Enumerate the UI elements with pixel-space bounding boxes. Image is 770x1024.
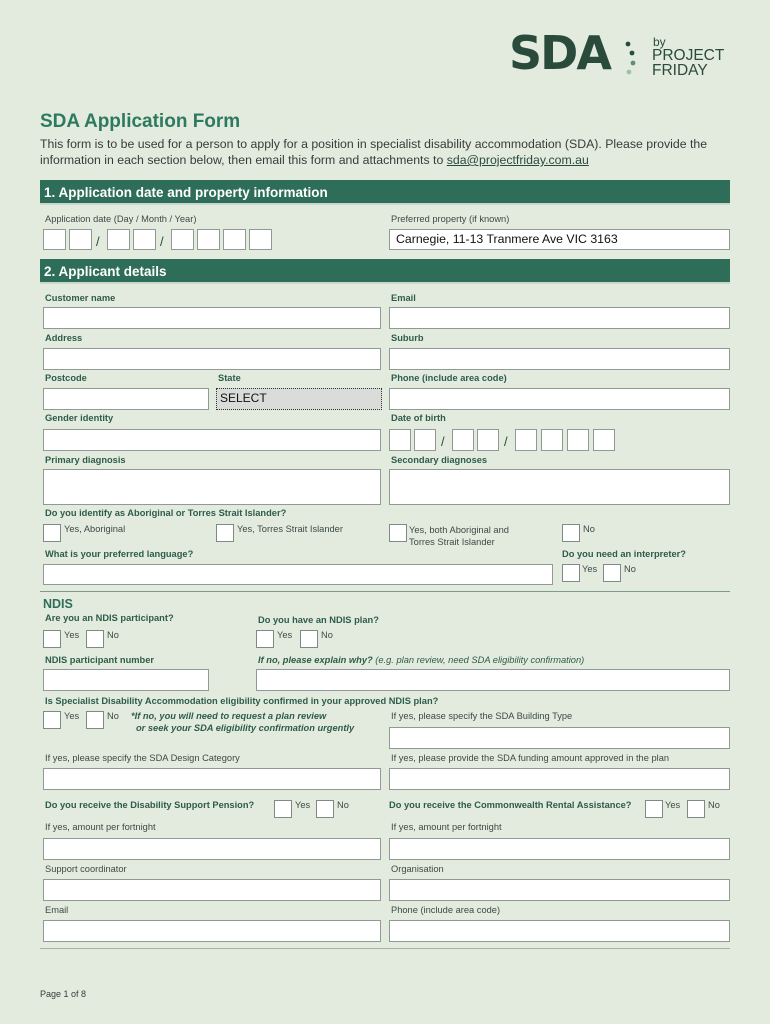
state-select[interactable]: SELECT — [216, 388, 382, 410]
ndis-participant-yes-label: Yes — [64, 630, 80, 640]
page-number: Page 1 of 8 — [40, 989, 87, 999]
email-label: Email — [391, 293, 416, 303]
both-option-line-1: Yes, both Aboriginal and — [409, 525, 509, 535]
dob-year-digit-2[interactable] — [541, 429, 563, 451]
not-indigenous-checkbox[interactable] — [562, 524, 580, 542]
date-month-digit-2[interactable] — [133, 229, 156, 250]
logo-by: by — [653, 35, 666, 49]
date-day-digit-1[interactable] — [43, 229, 66, 250]
ndis-explain-lead: If no, please explain why? — [258, 655, 373, 665]
language-question: What is your preferred language? — [45, 549, 194, 559]
ndis-participant-no-checkbox[interactable] — [86, 630, 104, 648]
dsp-no-label: No — [337, 800, 349, 810]
funding-amount-field[interactable] — [389, 768, 730, 790]
cra-question: Do you receive the Commonwealth Rental Assistance? — [389, 800, 632, 810]
ndis-participant-question: Are you an NDIS participant? — [45, 613, 174, 623]
cra-amount-label: If yes, amount per fortnight — [391, 822, 502, 832]
dob-month-digit-1[interactable] — [452, 429, 474, 451]
primary-diagnosis-field[interactable] — [43, 469, 381, 505]
sda-eligibility-note-line-2: or seek your SDA eligibility confirmation urgently — [136, 722, 355, 733]
design-category-label: If yes, please specify the SDA Design Category — [45, 753, 240, 763]
interpreter-yes-checkbox[interactable] — [562, 564, 580, 582]
sda-eligibility-no-label: No — [107, 711, 119, 721]
aboriginal-option-label: Yes, Aboriginal — [64, 524, 126, 534]
dob-slash: / — [441, 434, 445, 449]
ndis-explain-example: (e.g. plan review, need SDA eligibility confirmation) — [372, 655, 585, 665]
suburb-field[interactable] — [389, 348, 730, 370]
primary-diagnosis-label: Primary diagnosis — [45, 455, 126, 465]
ndis-participant-yes-checkbox[interactable] — [43, 630, 61, 648]
aboriginal-checkbox[interactable] — [43, 524, 61, 542]
dob-month-digit-2[interactable] — [477, 429, 499, 451]
ndis-participant-no-label: No — [107, 630, 119, 640]
sda-eligibility-yes-label: Yes — [64, 711, 80, 721]
phone-label: Phone (include area code) — [391, 373, 507, 383]
application-date-label: Application date (Day / Month / Year) — [45, 214, 197, 224]
logo-project-friday — [652, 48, 724, 78]
coordinator-phone-label: Phone (include area code) — [391, 905, 501, 915]
dob-label: Date of birth — [391, 413, 446, 423]
cra-yes-label: Yes — [665, 800, 681, 810]
interpreter-yes-label: Yes — [582, 564, 598, 574]
design-category-field[interactable] — [43, 768, 381, 790]
address-field[interactable] — [43, 348, 381, 370]
date-year-digit-3[interactable] — [223, 229, 246, 250]
postcode-label: Postcode — [45, 373, 87, 383]
sda-eligibility-note-line-1: *If no, you will need to request a plan review — [131, 711, 327, 721]
logo-line-2: FRIDAY — [652, 62, 708, 79]
funding-amount-label: If yes, please provide the SDA funding amount approved in the plan — [391, 753, 670, 763]
dob-day-digit-2[interactable] — [414, 429, 436, 451]
email-field[interactable] — [389, 307, 730, 329]
state-label: State — [218, 373, 241, 383]
interpreter-no-label: No — [624, 564, 636, 574]
date-slash: / — [96, 234, 100, 249]
bottom-divider — [40, 948, 730, 949]
secondary-diagnoses-label: Secondary diagnoses — [391, 455, 488, 465]
organisation-field[interactable] — [389, 879, 730, 901]
postcode-field[interactable] — [43, 388, 209, 410]
interpreter-no-checkbox[interactable] — [603, 564, 621, 582]
preferred-property-field[interactable]: Carnegie, 11-13 Tranmere Ave VIC 3163 — [389, 229, 730, 250]
interpreter-question: Do you need an interpreter? — [562, 549, 686, 559]
suburb-label: Suburb — [391, 333, 424, 343]
dsp-amount-label: If yes, amount per fortnight — [45, 822, 156, 832]
both-checkbox[interactable] — [389, 524, 407, 542]
both-option-label — [409, 524, 509, 548]
section-divider — [40, 591, 730, 592]
ndis-number-label: NDIS participant number — [45, 655, 154, 665]
ndis-plan-question: Do you have an NDIS plan? — [258, 615, 379, 625]
contact-email-link[interactable]: sda@projectfriday.com.au — [446, 153, 589, 167]
phone-field[interactable] — [389, 388, 730, 410]
not-indigenous-option-label: No — [583, 524, 595, 534]
sda-eligibility-question: Is Specialist Disability Accommodation eligibility confirmed in your approved NDIS plan? — [45, 696, 439, 706]
coordinator-email-label: Email — [45, 905, 69, 915]
ndis-explain-label — [258, 655, 584, 665]
sda-eligibility-note — [131, 711, 354, 734]
date-year-digit-4[interactable] — [249, 229, 272, 250]
intro-text — [40, 136, 730, 168]
both-option-line-2: Torres Strait Islander — [409, 537, 495, 547]
sda-eligibility-yes-checkbox[interactable] — [43, 711, 61, 729]
ndis-heading: NDIS — [43, 597, 73, 611]
coordinator-phone-field[interactable] — [389, 920, 730, 942]
date-year-digit-2[interactable] — [197, 229, 220, 250]
dsp-yes-checkbox[interactable] — [274, 800, 292, 818]
ndis-plan-no-checkbox[interactable] — [300, 630, 318, 648]
language-field[interactable] — [43, 564, 553, 585]
date-year-digit-1[interactable] — [171, 229, 194, 250]
intro-body: This form is to be used for a person to apply for a position in specialist disability accommodation (SDA). Please provide the information in each section below, then email this form and attachments to — [40, 137, 708, 167]
dsp-yes-label: Yes — [295, 800, 311, 810]
secondary-diagnoses-field[interactable] — [389, 469, 730, 505]
dob-year-digit-3[interactable] — [567, 429, 589, 451]
section-2-header: 2. Applicant details — [40, 259, 730, 284]
coordinator-email-field[interactable] — [43, 920, 381, 942]
section-1-header: 1. Application date and property information — [40, 180, 730, 205]
page-title: SDA Application Form — [40, 111, 241, 132]
ndis-plan-yes-label: Yes — [277, 630, 293, 640]
dob-slash: / — [504, 434, 508, 449]
ndis-explain-field[interactable] — [256, 669, 730, 691]
cra-no-label: No — [708, 800, 720, 810]
ndis-plan-no-label: No — [321, 630, 333, 640]
logo-line-1: PROJECT — [652, 47, 725, 64]
date-month-digit-1[interactable] — [107, 229, 130, 250]
dob-day-digit-1[interactable] — [389, 429, 411, 451]
customer-name-field[interactable] — [43, 307, 381, 329]
dsp-question: Do you receive the Disability Support Pension? — [45, 800, 255, 810]
logo-dots-icon — [624, 38, 638, 78]
ndis-plan-yes-checkbox[interactable] — [256, 630, 274, 648]
torres-strait-checkbox[interactable] — [216, 524, 234, 542]
date-slash: / — [160, 234, 164, 249]
address-label: Address — [45, 333, 83, 343]
sda-eligibility-no-checkbox[interactable] — [86, 711, 104, 729]
cra-amount-field[interactable] — [389, 838, 730, 860]
logo-sda: SDA — [509, 26, 610, 80]
cra-no-checkbox[interactable] — [687, 800, 705, 818]
gender-label: Gender identity — [45, 413, 114, 423]
dsp-no-checkbox[interactable] — [316, 800, 334, 818]
cra-yes-checkbox[interactable] — [645, 800, 663, 818]
dob-year-digit-1[interactable] — [515, 429, 537, 451]
customer-name-label: Customer name — [45, 293, 116, 303]
dob-year-digit-4[interactable] — [593, 429, 615, 451]
preferred-property-label: Preferred property (if known) — [391, 214, 510, 224]
aboriginal-question: Do you identify as Aboriginal or Torres Strait Islander? — [45, 508, 287, 518]
organisation-label: Organisation — [391, 864, 444, 874]
support-coordinator-field[interactable] — [43, 879, 381, 901]
support-coordinator-label: Support coordinator — [45, 864, 127, 874]
date-day-digit-2[interactable] — [69, 229, 92, 250]
building-type-label: If yes, please specify the SDA Building Type — [391, 711, 573, 721]
gender-field[interactable] — [43, 429, 381, 451]
torres-strait-option-label: Yes, Torres Strait Islander — [237, 524, 343, 534]
dsp-amount-field[interactable] — [43, 838, 381, 860]
ndis-number-field[interactable] — [43, 669, 209, 691]
building-type-field[interactable] — [389, 727, 730, 749]
